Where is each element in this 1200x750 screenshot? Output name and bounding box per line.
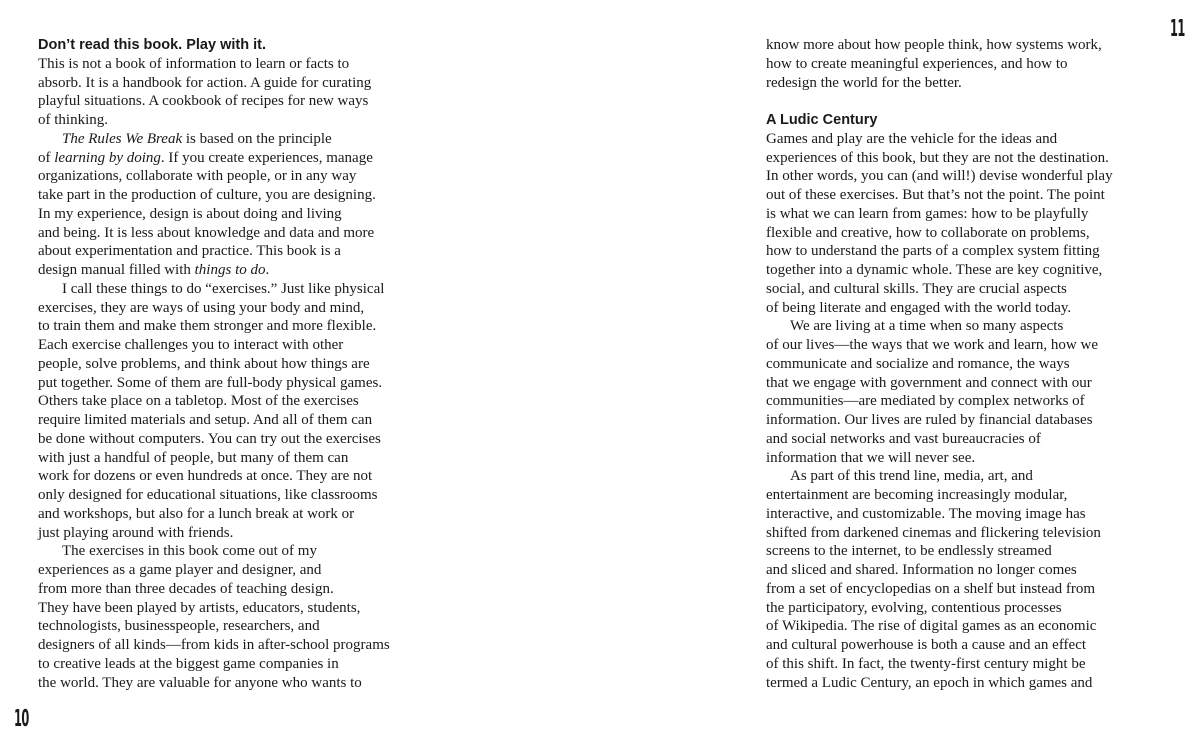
text-line <box>38 55 458 74</box>
text-line <box>38 392 458 411</box>
line-text: The exercises in this book come out of my <box>62 543 317 560</box>
text-line <box>766 130 1166 149</box>
text-line <box>38 617 458 636</box>
line-text: Each exercise challenges you to interact with other <box>38 337 344 353</box>
text-line <box>766 36 1166 55</box>
text-line <box>38 674 458 693</box>
line-text: communities—are mediated by complex networks of <box>766 393 1085 410</box>
line-text: is based on the principle <box>182 130 332 147</box>
text-line <box>766 74 1166 93</box>
line-text: from more than three decades of teaching design. <box>38 580 334 597</box>
line-text: shifted from darkened cinemas and flickering television <box>766 524 1101 541</box>
line-text: designers of all kinds—from kids in after-school programs <box>38 637 390 653</box>
line-text: take part in the production of culture, you are designing. <box>38 187 376 203</box>
text-line <box>38 524 458 543</box>
right-page <box>766 36 1166 692</box>
text-line <box>766 561 1166 580</box>
line-text: of this shift. In fact, the twenty-first century might be <box>766 655 1086 672</box>
line-text: design manual filled with <box>38 262 195 278</box>
text-line <box>766 167 1166 186</box>
text-line <box>38 167 458 186</box>
text-line <box>766 524 1166 543</box>
line-text: flexible and creative, how to collaborate on problems, <box>766 224 1090 241</box>
line-text: information. Our lives are ruled by financial databases <box>766 412 1093 428</box>
line-text: playful situations. A cookbook of recipes for new ways <box>38 93 369 110</box>
text-line <box>766 486 1166 505</box>
line-text: and sliced and shared. Information no longer comes <box>766 562 1077 578</box>
page-number-right: 11 <box>1170 16 1185 42</box>
line-text: screens to the internet, to be endlessly streamed <box>766 543 1052 560</box>
line-text: technologists, businesspeople, researchers, and <box>38 618 320 635</box>
text-line <box>38 580 458 599</box>
left-page <box>38 36 458 692</box>
line-text: In other words, you can (and will!) devise wonderful play <box>766 168 1113 185</box>
line-text: only designed for educational situations, like classrooms <box>38 487 378 503</box>
text-line <box>38 336 458 355</box>
italic-text: learning by doing <box>54 149 161 166</box>
line-text: and workshops, but also for a lunch break at work or <box>38 505 355 522</box>
line-text: about experimentation and practice. This book is a <box>38 243 341 260</box>
line-text: how to create meaningful experiences, and how to <box>766 55 1068 72</box>
line-text: We are living at a time when so many aspects <box>790 318 1064 335</box>
text-line <box>766 505 1166 524</box>
line-text: . <box>265 262 270 278</box>
line-text: is what we can learn from games: how to be playfully <box>766 205 1089 222</box>
line-text: know more about how people think, how systems work, <box>766 37 1102 53</box>
line-text: out of these exercises. But that’s not the point. The point <box>766 187 1105 203</box>
text-line <box>38 561 458 580</box>
text-line <box>766 261 1166 280</box>
text-line <box>766 674 1166 693</box>
text-line <box>766 542 1166 561</box>
text-line <box>38 467 458 486</box>
section-heading: A Ludic Century <box>766 112 878 128</box>
right-page-body <box>766 130 1166 693</box>
text-line <box>38 505 458 524</box>
text-line <box>766 149 1166 168</box>
text-line <box>766 580 1166 599</box>
text-line <box>38 430 458 449</box>
section-spacer <box>766 92 1166 111</box>
text-line <box>766 636 1166 655</box>
line-text: entertainment are becoming increasingly modular, <box>766 487 1068 503</box>
right-page-continued-text <box>766 36 1166 92</box>
line-text: to train them and make them stronger and more flexible. <box>38 318 377 335</box>
line-text: be done without computers. You can try out the exercises <box>38 430 381 447</box>
text-line <box>766 467 1166 486</box>
line-text: . If you create experiences, manage <box>160 149 373 166</box>
line-text: require limited materials and setup. And all of them can <box>38 412 373 428</box>
line-text: interactive, and customizable. The moving image has <box>766 505 1086 522</box>
line-text: and being. It is less about knowledge and data and more <box>38 224 375 241</box>
text-line <box>766 224 1166 243</box>
line-text: of being literate and engaged with the world today. <box>766 299 1072 316</box>
text-line <box>38 74 458 93</box>
text-line <box>766 449 1166 468</box>
italic-text: The Rules We Break <box>62 130 183 147</box>
text-line <box>38 242 458 261</box>
text-line <box>38 149 458 168</box>
text-line <box>38 636 458 655</box>
text-line <box>766 186 1166 205</box>
line-text: from a set of encyclopedias on a shelf but instead from <box>766 580 1096 597</box>
line-text: just playing around with friends. <box>38 524 234 541</box>
text-line <box>766 392 1166 411</box>
text-line <box>766 430 1166 449</box>
text-line <box>38 411 458 430</box>
italic-text: things to do <box>194 262 266 278</box>
text-line <box>766 317 1166 336</box>
line-text: with just a handful of people, but many of them can <box>38 449 349 466</box>
line-text: redesign the world for the better. <box>766 74 962 91</box>
section-heading: Don’t read this book. Play with it. <box>38 37 266 53</box>
page-number-left: 10 <box>14 706 29 732</box>
line-text: experiences as a game player and designer, and <box>38 562 322 578</box>
line-text: exercises, they are ways of using your body and mind, <box>38 299 365 316</box>
line-text: This is not a book of information to learn or facts to <box>38 55 350 72</box>
line-text: work for dozens or even hundreds at once. They are not <box>38 468 373 485</box>
text-line <box>766 411 1166 430</box>
text-line <box>766 655 1166 674</box>
line-text: the world. They are valuable for anyone who wants to <box>38 674 362 691</box>
line-text: people, solve problems, and think about how things are <box>38 355 370 372</box>
text-line <box>38 92 458 111</box>
line-text: Others take place on a tabletop. Most of the exercises <box>38 393 359 410</box>
text-line <box>38 486 458 505</box>
line-text: experiences of this book, but they are not the destination. <box>766 149 1109 166</box>
line-text: and cultural powerhouse is both a cause and an effect <box>766 637 1087 653</box>
line-text: that we engage with government and connect with our <box>766 374 1092 391</box>
text-line <box>38 111 458 130</box>
text-line <box>38 280 458 299</box>
line-text: information that we will never see. <box>766 449 976 466</box>
text-line <box>38 130 458 149</box>
text-line <box>38 599 458 618</box>
text-line <box>766 374 1166 393</box>
line-text: the participatory, evolving, contentious processes <box>766 599 1062 616</box>
line-text: together into a dynamic whole. These are key cognitive, <box>766 262 1103 278</box>
line-text: organizations, collaborate with people, or in any way <box>38 168 357 185</box>
line-text: and social networks and vast bureaucracies of <box>766 430 1041 447</box>
text-line <box>766 205 1166 224</box>
line-text: In my experience, design is about doing and living <box>38 205 342 222</box>
text-line <box>766 242 1166 261</box>
line-text: of thinking. <box>38 112 108 128</box>
text-line <box>766 336 1166 355</box>
line-text: how to understand the parts of a complex system fitting <box>766 243 1100 260</box>
text-line <box>766 299 1166 318</box>
line-text: communicate and socialize and romance, the ways <box>766 355 1070 372</box>
line-text: I call these things to do “exercises.” Just like physical <box>62 280 385 297</box>
text-line <box>38 299 458 318</box>
line-text: to creative leads at the biggest game companies in <box>38 655 339 672</box>
line-text: of our lives—the ways that we work and learn, how we <box>766 337 1098 353</box>
text-line <box>766 617 1166 636</box>
text-line <box>38 186 458 205</box>
line-text: termed a Ludic Century, an epoch in which games and <box>766 674 1093 691</box>
text-line <box>766 55 1166 74</box>
text-line <box>38 355 458 374</box>
line-text: Games and play are the vehicle for the ideas and <box>766 130 1058 147</box>
left-page-body <box>38 55 458 693</box>
line-text: put together. Some of them are full-body physical games. <box>38 374 383 391</box>
text-line <box>766 280 1166 299</box>
text-line <box>38 542 458 561</box>
line-text: They have been played by artists, educators, students, <box>38 599 361 616</box>
text-line <box>38 317 458 336</box>
line-text: of <box>38 149 55 166</box>
line-text: absorb. It is a handbook for action. A guide for curating <box>38 74 372 91</box>
line-text: of Wikipedia. The rise of digital games as an economic <box>766 618 1097 635</box>
text-line <box>38 224 458 243</box>
text-line <box>38 205 458 224</box>
text-line <box>38 655 458 674</box>
text-line <box>38 261 458 280</box>
text-line <box>766 599 1166 618</box>
text-line <box>38 449 458 468</box>
text-line <box>766 355 1166 374</box>
text-line <box>38 374 458 393</box>
line-text: social, and cultural skills. They are crucial aspects <box>766 280 1067 297</box>
line-text: As part of this trend line, media, art, and <box>790 468 1033 485</box>
